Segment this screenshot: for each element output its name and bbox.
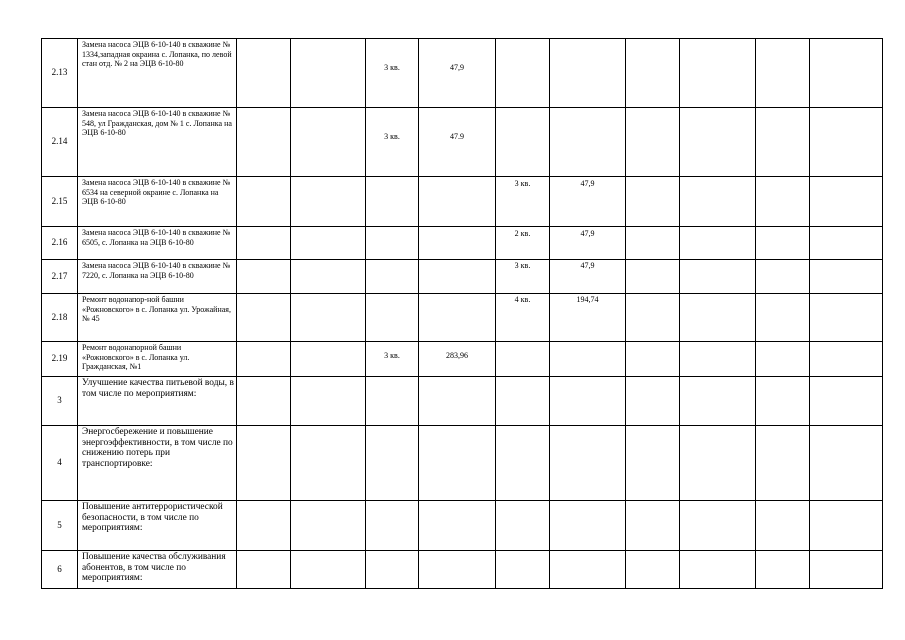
table-cell xyxy=(810,501,883,551)
table-cell xyxy=(291,177,366,227)
table-cell xyxy=(626,342,680,377)
row-number: 2.18 xyxy=(42,294,78,342)
table-cell xyxy=(810,108,883,177)
table-cell xyxy=(237,551,291,589)
quarter-cell xyxy=(366,260,419,294)
table-cell xyxy=(810,294,883,342)
table-row xyxy=(42,260,883,294)
table-row xyxy=(42,108,883,177)
table-cell xyxy=(810,39,883,108)
measure-description: Замена насоса ЭЦВ 6-10-140 в скважине № 548, ул Гражданская, дом № 1 с. Лопанка на ЭЦВ 6-10-80 xyxy=(78,108,237,177)
amount-cell xyxy=(419,377,496,426)
table-cell xyxy=(237,177,291,227)
table-cell xyxy=(626,39,680,108)
quarter-cell xyxy=(496,342,550,377)
table-cell xyxy=(291,501,366,551)
row-number: 2.15 xyxy=(42,177,78,227)
amount-cell xyxy=(419,551,496,589)
table-cell xyxy=(756,294,810,342)
quarter-cell xyxy=(366,501,419,551)
table-row xyxy=(42,39,883,108)
amount-cell: 47,9 xyxy=(550,227,626,260)
quarter-cell xyxy=(366,294,419,342)
measure-description: Замена насоса ЭЦВ 6-10-140 в скважине № 7220, с. Лопанка на ЭЦВ 6-10-80 xyxy=(78,260,237,294)
amount-cell xyxy=(550,108,626,177)
table-cell xyxy=(626,377,680,426)
table-cell xyxy=(626,177,680,227)
table-cell xyxy=(237,294,291,342)
table-cell xyxy=(756,377,810,426)
table-cell xyxy=(291,342,366,377)
quarter-cell: 3 кв. xyxy=(366,108,419,177)
row-number: 3 xyxy=(42,377,78,426)
row-number: 2.13 xyxy=(42,39,78,108)
table-cell xyxy=(237,227,291,260)
row-number: 4 xyxy=(42,426,78,501)
table-row xyxy=(42,227,883,260)
table-cell xyxy=(626,227,680,260)
quarter-cell xyxy=(496,377,550,426)
table-cell xyxy=(237,108,291,177)
table-cell xyxy=(626,426,680,501)
measure-description: Повышение антитеррористической безопасности, в том числе по мероприятиям: xyxy=(78,501,237,551)
table-row xyxy=(42,342,883,377)
table-cell xyxy=(291,294,366,342)
measure-description: Улучшение качества питьевой воды, в том числе по мероприятиям: xyxy=(78,377,237,426)
table-cell xyxy=(237,377,291,426)
table-cell xyxy=(237,39,291,108)
table-cell xyxy=(756,342,810,377)
quarter-cell xyxy=(366,426,419,501)
row-number: 6 xyxy=(42,551,78,589)
table-cell xyxy=(680,108,756,177)
table-cell xyxy=(237,260,291,294)
table-cell xyxy=(237,342,291,377)
row-number: 2.16 xyxy=(42,227,78,260)
table-row xyxy=(42,551,883,589)
amount-cell xyxy=(419,260,496,294)
table-row xyxy=(42,377,883,426)
table-cell xyxy=(756,108,810,177)
table-cell xyxy=(626,551,680,589)
row-number: 2.17 xyxy=(42,260,78,294)
table-cell xyxy=(680,426,756,501)
table-row xyxy=(42,294,883,342)
table-cell xyxy=(810,260,883,294)
measure-description: Замена насоса ЭЦВ 6-10-140 в скважине № 6534 на северной окраине с. Лопанка на ЭЦВ 6-10-80 xyxy=(78,177,237,227)
table-cell xyxy=(291,551,366,589)
table-cell xyxy=(680,177,756,227)
table-cell xyxy=(680,260,756,294)
amount-cell xyxy=(419,501,496,551)
row-number: 2.19 xyxy=(42,342,78,377)
table-cell xyxy=(756,426,810,501)
quarter-cell: 3 кв. xyxy=(496,177,550,227)
amount-cell xyxy=(550,39,626,108)
table-cell xyxy=(810,377,883,426)
measure-description: Повышение качества обслуживания абонентов, в том числе по мероприятиям: xyxy=(78,551,237,589)
measure-description: Замена насоса ЭЦВ 6-10-140 в скважине № 6505, с. Лопанка на ЭЦВ 6-10-80 xyxy=(78,227,237,260)
table-cell xyxy=(237,501,291,551)
table-cell xyxy=(626,108,680,177)
table-cell xyxy=(810,426,883,501)
measure-description: Замена насоса ЭЦВ 6-10-140 в скважине № 1334,западная окраина с. Лопанка, по левой стан отд. № 2 на ЭЦВ 6-10-80 xyxy=(78,39,237,108)
quarter-cell xyxy=(366,377,419,426)
table-cell xyxy=(237,426,291,501)
table-cell xyxy=(810,342,883,377)
table-row xyxy=(42,426,883,501)
row-number: 2.14 xyxy=(42,108,78,177)
amount-cell xyxy=(550,501,626,551)
amount-cell xyxy=(550,342,626,377)
quarter-cell xyxy=(366,551,419,589)
row-number: 5 xyxy=(42,501,78,551)
measure-description: Ремонт водонапорной башни «Рожновского» в с. Лопанка ул. Гражданская, №1 xyxy=(78,342,237,377)
table-row xyxy=(42,501,883,551)
amount-cell xyxy=(550,377,626,426)
table-cell xyxy=(810,177,883,227)
table-cell xyxy=(756,260,810,294)
investment-program-table xyxy=(41,38,883,589)
quarter-cell: 3 кв. xyxy=(366,39,419,108)
quarter-cell: 2 кв. xyxy=(496,227,550,260)
amount-cell: 47.9 xyxy=(419,108,496,177)
table-cell xyxy=(680,377,756,426)
measure-description: Ремонт водонапор-ной башни «Рожновского» в с. Лопанка ул. Урожайная, № 45 xyxy=(78,294,237,342)
table-cell xyxy=(680,39,756,108)
amount-cell: 47,9 xyxy=(550,177,626,227)
amount-cell: 47,9 xyxy=(419,39,496,108)
quarter-cell xyxy=(496,39,550,108)
quarter-cell: 3 кв. xyxy=(366,342,419,377)
amount-cell: 194,74 xyxy=(550,294,626,342)
table-cell xyxy=(680,294,756,342)
table-cell xyxy=(680,227,756,260)
quarter-cell xyxy=(496,108,550,177)
table-cell xyxy=(680,551,756,589)
table-cell xyxy=(291,260,366,294)
table-cell xyxy=(756,39,810,108)
table-cell xyxy=(291,426,366,501)
quarter-cell xyxy=(496,426,550,501)
table-cell xyxy=(291,39,366,108)
amount-cell: 283,96 xyxy=(419,342,496,377)
quarter-cell: 3 кв. xyxy=(496,260,550,294)
table-cell xyxy=(680,501,756,551)
amount-cell xyxy=(419,426,496,501)
quarter-cell xyxy=(496,501,550,551)
table-cell xyxy=(756,227,810,260)
table-row xyxy=(42,177,883,227)
table-cell xyxy=(291,227,366,260)
quarter-cell xyxy=(366,227,419,260)
amount-cell xyxy=(419,294,496,342)
table-cell xyxy=(626,501,680,551)
table-cell xyxy=(756,501,810,551)
table-cell xyxy=(626,294,680,342)
amount-cell xyxy=(419,227,496,260)
amount-cell xyxy=(550,551,626,589)
table-cell xyxy=(680,342,756,377)
table-cell xyxy=(810,227,883,260)
amount-cell xyxy=(419,177,496,227)
table-cell xyxy=(810,551,883,589)
table-cell xyxy=(756,177,810,227)
quarter-cell xyxy=(496,551,550,589)
table-cell xyxy=(756,551,810,589)
amount-cell: 47,9 xyxy=(550,260,626,294)
measure-description: Энергосбережение и повышение энергоэффективности, в том числе по снижению потерь при транспортировке: xyxy=(78,426,237,501)
quarter-cell xyxy=(366,177,419,227)
table-cell xyxy=(291,377,366,426)
amount-cell xyxy=(550,426,626,501)
table-cell xyxy=(626,260,680,294)
quarter-cell: 4 кв. xyxy=(496,294,550,342)
table-cell xyxy=(291,108,366,177)
